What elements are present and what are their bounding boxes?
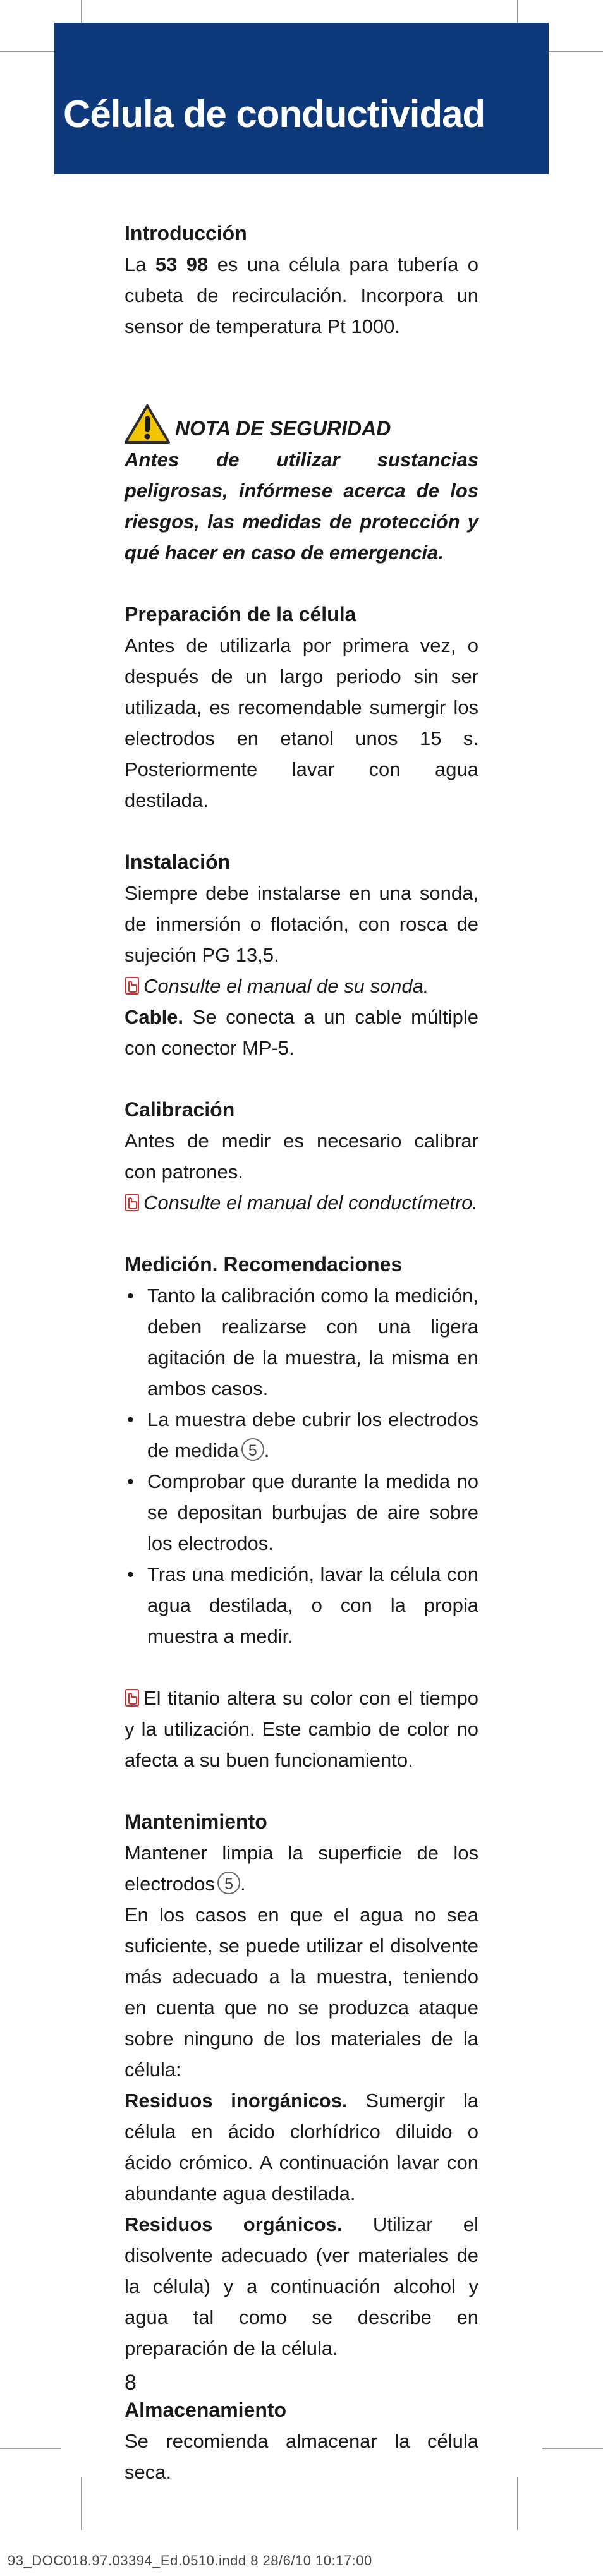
- calibration-note: [125, 1187, 478, 1218]
- section-installation: [125, 847, 478, 1063]
- document-body: [125, 218, 478, 2519]
- crop-mark: [542, 2448, 603, 2449]
- bullet: •: [127, 1470, 134, 1492]
- safety-body: Antes de utilizar sustancias peligrosas, infórmese acerca de los riesgos, las medidas de protección y qué hacer en caso de emergencia.: [125, 449, 478, 564]
- page-number: 8: [125, 2371, 137, 2395]
- list-item: [125, 1280, 478, 1404]
- section-preparation: [125, 599, 478, 816]
- section-heading: Almacenamiento: [125, 2398, 287, 2421]
- bullet: •: [127, 1285, 134, 1307]
- installation-note: [125, 971, 478, 1001]
- note-text: Consulte el manual de su sonda.: [143, 975, 429, 997]
- crop-mark: [517, 2477, 518, 2530]
- figure-reference: 5: [217, 1872, 240, 1894]
- note-text: Consulte el manual del conductímetro.: [143, 1192, 478, 1214]
- list-item-text: Tanto la calibración como la medición, deben realizarse con una ligera agitación de la muestra, la misma en ambos casos.: [147, 1285, 478, 1400]
- section-measurement: [125, 1249, 478, 1775]
- crop-mark: [542, 51, 603, 52]
- section-heading: Introducción: [125, 222, 247, 245]
- intro-paragraph: [125, 249, 478, 342]
- safety-title-text: NOTA DE SEGURIDAD: [175, 417, 391, 440]
- maintenance-paragraph: [125, 1837, 478, 1899]
- crop-mark: [0, 51, 61, 52]
- recommendation-list: [125, 1280, 478, 1652]
- inorganic-label: Residuos inorgánicos.: [125, 2089, 348, 2112]
- list-item: [125, 1404, 478, 1466]
- pointing-hand-icon: [125, 1193, 140, 1212]
- installation-paragraph: Siempre debe instalarse en una sonda, de inmersión o flotación, con rosca de sujeción PG 13,5.: [125, 882, 478, 966]
- note-text: El titanio altera su color con el tiempo y la utilización. Este cambio de color no afecta a su buen funcionamiento.: [125, 1687, 478, 1771]
- section-maintenance: [125, 1806, 478, 2364]
- section-heading: Mantenimiento: [125, 1810, 267, 1833]
- text-run: Mantener limpia la superficie de los electrodos: [125, 1842, 478, 1895]
- section-heading: Medición. Recomendaciones: [125, 1253, 403, 1276]
- text-run: Sumergir la célula en ácido clorhídrico diluido o ácido crómico. A continuación lavar con abundante agua destilada.: [125, 2089, 478, 2204]
- model-number: 53 98: [155, 253, 209, 275]
- section-storage: [125, 2395, 478, 2488]
- text-run: es una célula para tubería o cubeta de recirculación. Incorpora un sensor de temperatura Pt 1000.: [125, 253, 478, 337]
- crop-mark: [0, 2448, 61, 2449]
- text-run: .: [264, 1439, 270, 1461]
- safety-title: [125, 404, 478, 444]
- bullet: •: [127, 1408, 134, 1430]
- crop-mark: [81, 2477, 82, 2530]
- storage-paragraph: Se recomienda almacenar la célula seca.: [125, 2430, 478, 2483]
- organic-residues-paragraph: [125, 2209, 478, 2364]
- list-item-text: Tras una medición, lavar la célula con agua destilada, o con la propia muestra a medir.: [147, 1563, 478, 1647]
- section-safety-note: [125, 404, 478, 568]
- text-run: La: [125, 253, 155, 275]
- pointing-hand-icon: [125, 1688, 140, 1707]
- bullet: •: [127, 1563, 134, 1585]
- calibration-paragraph: Antes de medir es necesario calibrar con patrones.: [125, 1130, 478, 1183]
- text-run: Se conecta a un cable múltiple con conector MP-5.: [125, 1006, 478, 1059]
- list-item-text: La muestra debe cubrir los electrodos de medida: [147, 1408, 478, 1461]
- pointing-hand-icon: [125, 976, 140, 995]
- maintenance-paragraph: En los casos en que el agua no sea suficiente, se puede utilizar el disolvente más adecuado a la muestra, teniendo en cuenta que no se produzca ataque sobre ninguno de los materiales de la célula:: [125, 1904, 478, 2081]
- list-item-text: Comprobar que durante la medida no se depositan burbujas de aire sobre los electrodos.: [147, 1470, 478, 1554]
- section-heading: Preparación de la célula: [125, 603, 356, 626]
- text-run: Utilizar el disolvente adecuado (ver materiales de la célula) y a continuación alcohol y agua tal como se describe en preparación de la célula.: [125, 2213, 478, 2359]
- warning-icon: [125, 404, 170, 444]
- organic-label: Residuos orgánicos.: [125, 2213, 343, 2235]
- text-run: .: [240, 1873, 246, 1895]
- section-calibration: [125, 1094, 478, 1218]
- cable-label: Cable.: [125, 1006, 184, 1028]
- page-title: Célula de conductividad: [63, 93, 485, 135]
- print-slug: 93_DOC018.97.03394_Ed.0510.indd 8 28/6/10 10:17:00: [8, 2553, 372, 2568]
- list-item: [125, 1559, 478, 1652]
- cable-paragraph: [125, 1001, 478, 1063]
- section-heading: Calibración: [125, 1098, 235, 1121]
- figure-reference: 5: [241, 1438, 264, 1461]
- list-item: [125, 1466, 478, 1559]
- section-introduction: [125, 218, 478, 342]
- titanium-note: [125, 1683, 478, 1775]
- section-heading: Instalación: [125, 850, 231, 873]
- inorganic-residues-paragraph: [125, 2085, 478, 2209]
- preparation-paragraph: Antes de utilizarla por primera vez, o después de un largo periodo sin ser utilizada, es recomendable sumergir los electrodos en etanol unos 15 s. Posteriormente lavar con agua destilada.: [125, 634, 478, 811]
